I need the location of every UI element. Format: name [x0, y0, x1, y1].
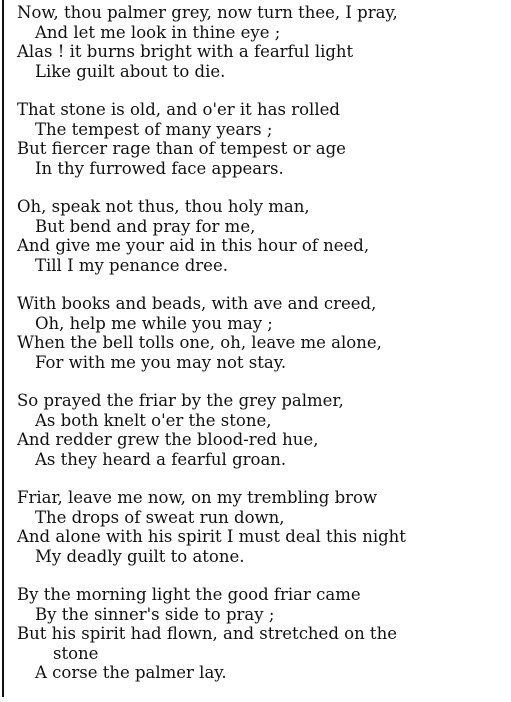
stanza — [17, 3, 509, 81]
poem-line: And redder grew the blood-red hue, — [17, 430, 319, 449]
poem-line: Oh, help me while you may ; — [35, 313, 273, 333]
stanza — [17, 294, 509, 372]
poem-line: But his spirit had flown, and stretched on the — [17, 624, 397, 643]
poem-line: In thy furrowed face appears. — [35, 158, 284, 178]
poem-line: As they heard a fearful groan. — [35, 449, 287, 469]
stanza — [17, 488, 509, 566]
poem-line: As both knelt o'er the stone, — [35, 410, 272, 430]
poem-line: And alone with his spirit I must deal this night — [17, 527, 406, 546]
poem-line: The tempest of many years ; — [35, 119, 273, 139]
poem-line: By the morning light the good friar came — [17, 585, 361, 604]
stanza — [17, 391, 509, 469]
stanza — [17, 197, 509, 275]
poem-line: By the sinner's side to pray ; — [35, 604, 275, 624]
poem-line: A corse the palmer lay. — [35, 663, 227, 682]
poem-line: The drops of sweat run down, — [35, 507, 285, 527]
stanza — [17, 585, 509, 683]
poem-line: Like guilt about to die. — [35, 61, 226, 81]
stanza — [17, 100, 509, 178]
poem-line: Friar, leave me now, on my trembling brow — [17, 488, 378, 507]
poem-line: Now, thou palmer grey, now turn thee, I pray, — [17, 3, 398, 22]
poem-line: Alas ! it burns bright with a fearful light — [17, 42, 354, 61]
column-rule — [2, 0, 4, 697]
poem-line: Till I my penance dree. — [35, 255, 228, 275]
poem-line: And give me your aid in this hour of need, — [17, 236, 370, 255]
poem-line: So prayed the friar by the grey palmer, — [17, 391, 344, 410]
poem-line: Oh, speak not thus, thou holy man, — [17, 197, 310, 216]
poem-line: When the bell tolls one, oh, leave me alone, — [17, 333, 382, 352]
poem-line: And let me look in thine eye ; — [35, 22, 281, 42]
poem-line: But fiercer rage than of tempest or age — [17, 139, 346, 158]
poem-line: With books and beads, with ave and creed, — [17, 294, 377, 313]
poem-line: stone — [53, 643, 99, 663]
poem-text — [17, 3, 509, 702]
poem-line: That stone is old, and o'er it has rolled — [17, 100, 340, 119]
poem-line: For with me you may not stay. — [35, 352, 287, 372]
poem-line: But bend and pray for me, — [35, 216, 256, 236]
poem-line: My deadly guilt to atone. — [35, 546, 245, 566]
